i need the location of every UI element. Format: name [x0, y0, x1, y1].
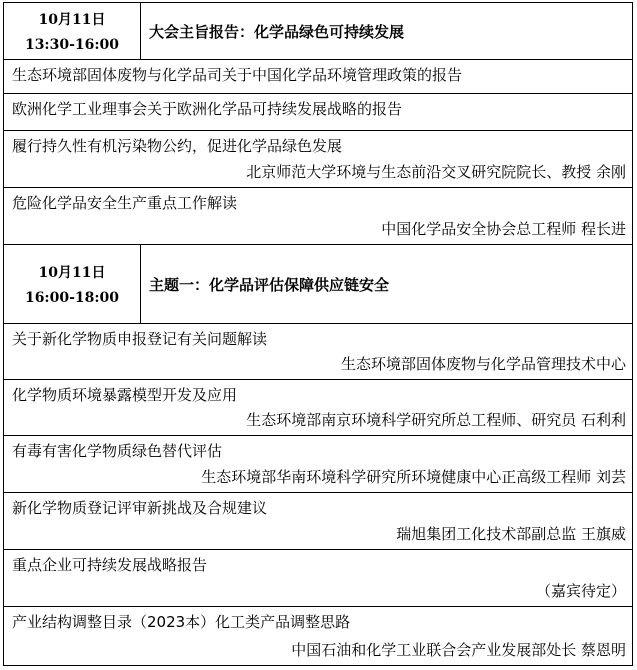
session-date-cell: [4, 245, 141, 323]
agenda-item-title: 危险化学品安全生产重点工作解读: [12, 194, 238, 212]
agenda-item-title: 新化学物质登记评审新挑战及合规建议: [12, 499, 268, 517]
session-header: [3, 2, 633, 59]
session-header: [3, 244, 633, 323]
session-date: 10月11日: [38, 265, 106, 281]
agenda-item-speaker: （嘉宾待定）: [535, 582, 626, 600]
agenda-item: [3, 323, 633, 379]
agenda-item-speaker: 北京师范大学环境与生态前沿交叉研究院院长、教授 余刚: [246, 163, 626, 181]
agenda-item-title: 有毒有害化学物质绿色替代评估: [12, 442, 223, 460]
agenda-item: [3, 379, 633, 435]
agenda-item-title: 重点企业可持续发展战略报告: [12, 556, 208, 574]
agenda-item: [3, 130, 633, 187]
agenda-item-speaker: 生态环境部固体废物与化学品管理技术中心: [340, 355, 626, 373]
agenda-item-speaker: 瑞旭集团工化技术部副总监 王旗威: [396, 525, 626, 543]
session-title: 主题一：化学品评估保障供应链安全: [149, 275, 390, 294]
agenda-item-speaker: 生态环境部南京环境科学研究所总工程师、研究员 石利利: [246, 411, 626, 429]
agenda-item-title: 关于新化学物质申报登记有关问题解读: [12, 330, 268, 348]
agenda-item: [3, 59, 633, 93]
session-date-cell: [4, 3, 141, 59]
session-date: 10月11日: [38, 12, 106, 28]
agenda-item: [3, 187, 633, 244]
session-time: 16:00-18:00: [24, 290, 120, 306]
agenda-item: [3, 549, 633, 606]
agenda-item-title: 生态环境部固体废物与化学品司关于中国化学品环境管理政策的报告: [12, 66, 463, 84]
agenda-item-title: 欧洲化学工业理事会关于欧洲化学品可持续发展战略的报告: [12, 100, 403, 118]
agenda-item: [3, 606, 633, 666]
session-title: 大会主旨报告：化学品绿色可持续发展: [149, 22, 405, 41]
session-time: 13:30-16:00: [24, 37, 120, 53]
agenda-item: [3, 435, 633, 492]
agenda-item-title: 化学物质环境暴露模型开发及应用: [12, 386, 238, 404]
agenda-item-title: 产业结构调整目录（2023本）化工类产品调整思路: [12, 613, 351, 631]
agenda-item-title: 履行持久性有机污染物公约，促进化学品绿色发展: [12, 137, 343, 155]
agenda-item-speaker: 中国化学品安全协会总工程师 程长进: [381, 220, 626, 238]
agenda-item-speaker: 生态环境部华南环境科学研究所环境健康中心正高级工程师 刘芸: [201, 468, 626, 486]
agenda-item: [3, 492, 633, 549]
agenda-item: [3, 93, 633, 130]
agenda-item-speaker: 中国石油和化学工业联合会产业发展部处长 蔡恩明: [291, 641, 626, 659]
